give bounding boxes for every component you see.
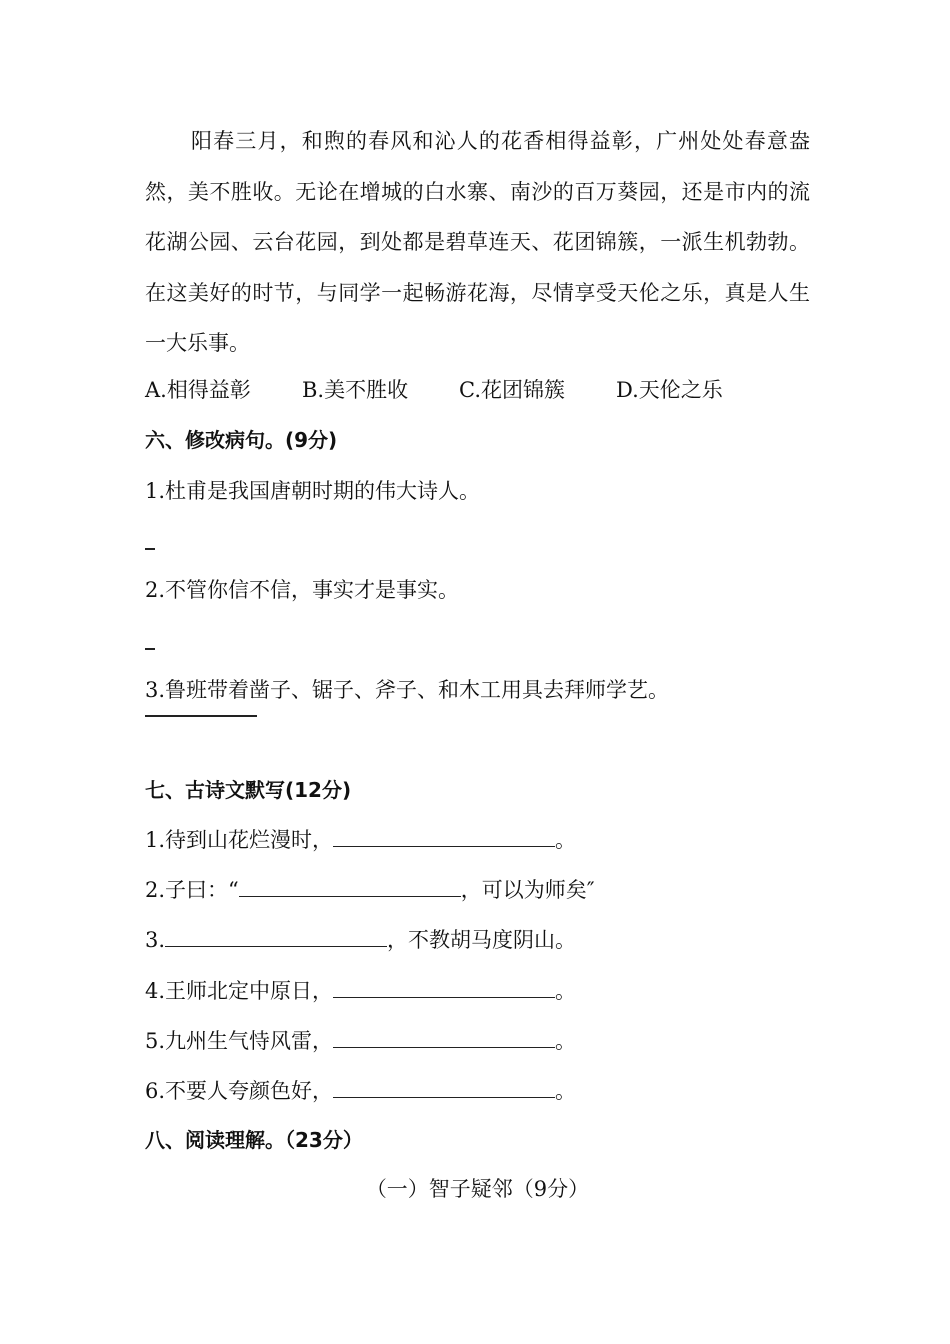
section-6-title: 六、修改病句。(9分)	[145, 428, 338, 452]
sentence-2: 2.不管你信不信，事实才是事实。	[145, 578, 460, 602]
sentence-3: 3.鲁班带着凿子、锯子、斧子、和木工用具去拜师学艺。	[145, 678, 670, 702]
poem-blank-4[interactable]	[333, 977, 555, 998]
option-d: D.天伦之乐	[616, 378, 723, 402]
passage-paragraph: 阳春三月，和煦的春风和沁人的花香相得益彰，广州处处春意盎然，美不胜收。无论在增城的白水寨、南沙的百万葵园，还是市内的流花湖公园、云台花园，到处都是碧草连天、花团锦簇，一派生机勃勃。在这美好的时节，与同学一起畅游花海，尽情享受天伦之乐，真是人生一大乐事。	[145, 129, 810, 355]
poem-item-6: 6.不要人夸颜色好， 。	[145, 1079, 577, 1103]
poem-item-5: 5.九州生气恃风雷， 。	[145, 1029, 577, 1053]
poem-item-3: 3. ，不教胡马度阴山。	[145, 928, 577, 952]
sentence-1: 1.杜甫是我国唐朝时期的伟大诗人。	[145, 479, 481, 503]
poem-item-2: 2.子曰：“ ，可以为师矣″	[145, 878, 595, 902]
answer-dash-2[interactable]	[145, 648, 155, 650]
poem-blank-3[interactable]	[165, 926, 387, 947]
option-a: A.相得益彰	[145, 378, 251, 402]
option-b: B.美不胜收	[302, 378, 409, 402]
answer-options	[145, 376, 723, 404]
section-7-title: 七、古诗文默写(12分)	[145, 778, 352, 802]
answer-dash-1[interactable]	[145, 548, 155, 550]
poem-item-4: 4.王师北定中原日， 。	[145, 979, 577, 1003]
answer-line-3[interactable]	[145, 715, 257, 717]
option-c: C.花团锦簇	[459, 378, 565, 402]
section-8-title: 八、阅读理解。（23分）	[145, 1128, 363, 1152]
poem-blank-1[interactable]	[333, 826, 555, 847]
poem-item-1: 1.待到山花烂漫时， 。	[145, 828, 577, 852]
reading-subtitle: （一）智子疑邻（9分）	[365, 1177, 590, 1201]
poem-blank-5[interactable]	[333, 1027, 555, 1048]
poem-blank-2[interactable]	[239, 876, 461, 897]
poem-blank-6[interactable]	[333, 1077, 555, 1098]
